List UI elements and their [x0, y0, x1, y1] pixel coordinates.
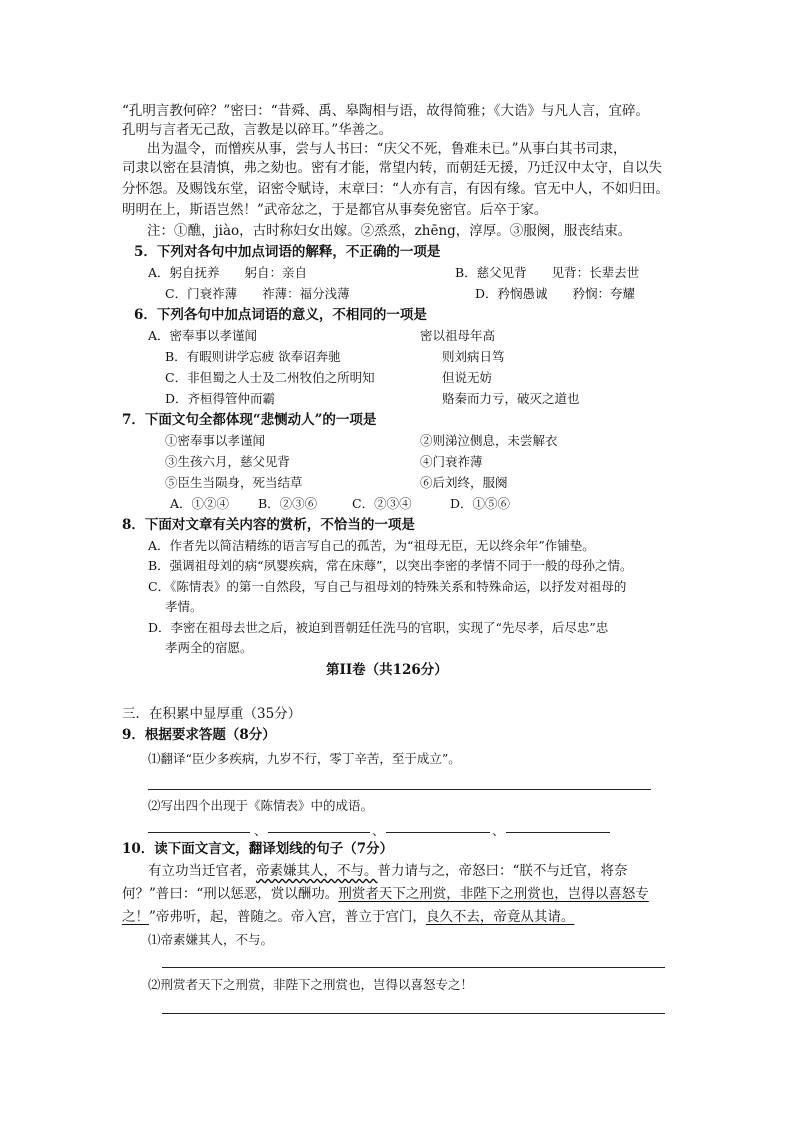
- q5-option-a: A．躬自抚养 躬自：亲自: [148, 265, 308, 280]
- q10-underlined-sentence-1: 帝素嫌其人，不与。: [256, 863, 378, 879]
- q5-option-c: C．门衰祚薄 祚薄：福分浅薄: [165, 286, 350, 301]
- q6-option-b-pair: 则刘病日笃: [442, 349, 505, 364]
- answer-blank-3[interactable]: [386, 832, 490, 833]
- passage-line: 司隶以密在县清慎，弗之劾也。密有才能，常望内转，而朝廷无援，乃迁汉中太守，自以失: [122, 160, 662, 176]
- q6-option-a: A．密奉事以孝谨闻: [148, 328, 258, 343]
- q8-option-b: B．强调祖母刘的病“夙婴疾病，常在床蓐”，以突出李密的孝情不同于一般的母孙之情。: [148, 558, 633, 573]
- answer-line[interactable]: [162, 1013, 665, 1014]
- q8-option-d: D．李密在祖母去世之后，被迫到晋朝廷任洗马的官职，实现了“先尽孝，后尽忠”忠: [148, 620, 609, 635]
- q7-item-5: ⑤臣生当陨身，死当结草: [165, 475, 303, 490]
- answer-line[interactable]: [162, 967, 665, 968]
- passage-line: 明明在上，斯语岂然！”武帝忿之，于是都官从事奏免密官。后卒于家。: [122, 202, 548, 218]
- q6-option-c-pair: 但说无妨: [442, 370, 493, 385]
- q8-option-d-cont: 孝两全的宿愿。: [165, 640, 253, 655]
- passage-note: 注：①醮，jiào，古时称妇女出嫁。②烝烝，zhēng，淳厚。③服阕，服丧结束。: [147, 223, 632, 239]
- q10-passage-line: [148, 862, 627, 880]
- passage-line: 分怀怨。及赐饯东堂，诏密令赋诗，末章曰：“人亦有言，有因有缘。官无中人，不如归田。: [122, 181, 669, 197]
- q10-text: ”帝弗听，起，普随之。帝入宫，普立于宫门，: [149, 909, 426, 925]
- q8-option-c-cont: 孝情。: [165, 599, 203, 614]
- blank-separator: 、: [372, 823, 385, 838]
- q10-underlined-sentence-2-end: 之！: [122, 909, 149, 925]
- passage-line: 孔明与言者无己敌，言教是以碎耳。”华善之。: [122, 122, 393, 138]
- q6-option-c: C．非但蜀之人士及二州牧伯之所明知: [165, 370, 375, 385]
- question-9-stem: 9．根据要求答题（8分）: [122, 727, 276, 743]
- q6-option-b: B．有暇则讲学忘疲 欲奉诏奔驰: [165, 349, 341, 364]
- q10-subquestion-2: ⑵刑赏者天下之刑赏，非陛下之刑赏也，岂得以喜怒专之！: [148, 977, 474, 992]
- question-5-stem: 5．下列对各句中加点词语的解释，不正确的一项是: [134, 244, 441, 260]
- q5-option-d: D．矜悯愚诚 矜悯：夸耀: [475, 286, 636, 301]
- q10-passage-line: [122, 885, 649, 903]
- question-10-stem: 10．读下面文言文，翻译划线的句子（7分）: [122, 841, 394, 857]
- blank-separator: 、: [254, 823, 267, 838]
- section-title: 三．在积累中显厚重（35分）: [122, 706, 302, 722]
- q10-subquestion-1: ⑴帝素嫌其人，不与。: [148, 932, 274, 947]
- q8-option-c: C．《陈情表》的第一自然段，写自己与祖母刘的特殊关系和特殊命运，以抒发对祖母的: [148, 579, 627, 594]
- q6-option-d-pair: 赂秦而力亏，破灭之道也: [442, 391, 580, 406]
- volume-title: 第II卷（共126分）: [326, 662, 448, 678]
- q7-item-6: ⑥后刘终，服阕: [420, 475, 508, 490]
- q6-option-a-pair: 密以祖母年高: [420, 328, 496, 343]
- q5-option-b: B．慈父见背 见背：长辈去世: [455, 265, 640, 280]
- q7-item-4: ④门衰祚薄: [420, 454, 483, 469]
- blank-separator: 、: [492, 823, 505, 838]
- q7-option-a: A．①②④: [170, 496, 230, 511]
- q7-item-1: ①密奉事以孝谨闻: [165, 433, 266, 448]
- q7-item-2: ②则涕泣侧息，未尝解衣: [420, 433, 558, 448]
- q7-option-d: D．①⑤⑥: [450, 496, 511, 511]
- answer-blank-4[interactable]: [506, 832, 610, 833]
- q10-underlined-sentence-2: 刑赏者天下之刑赏，非陛下之刑赏也，岂得以喜怒专: [338, 886, 649, 902]
- q10-text: 普力请与之，帝怒曰：“朕不与迁官，将奈: [377, 863, 628, 879]
- passage-line: “孔明言教何碎？”密曰：“昔舜、禹、皋陶相与语，故得简雅；《大诰》与凡人言，宜碎。: [122, 103, 649, 119]
- q7-option-b: B．②③⑥: [258, 496, 318, 511]
- question-8-stem: 8．下面对文章有关内容的赏析，不恰当的一项是: [122, 517, 415, 533]
- q10-text: 有立功当迁官者，: [148, 863, 256, 879]
- answer-line[interactable]: [148, 789, 651, 790]
- passage-line: 出为温令，而憎疾从事，尝与人书曰：“庆父不死，鲁难未已。”从事白其书司隶，: [147, 141, 627, 157]
- q6-option-d: D．齐桓得管仲而霸: [165, 391, 276, 406]
- question-6-stem: 6．下列各句中加点词语的意义，不相同的一项是: [134, 307, 427, 323]
- answer-blank-1[interactable]: [148, 832, 250, 833]
- q10-underlined-sentence-3: 良久不去，帝竟从其请。: [425, 909, 575, 925]
- q7-option-c: C．②③④: [352, 496, 412, 511]
- q9-subquestion-2: ⑵写出四个出现于《陈情表》中的成语。: [148, 798, 374, 813]
- q10-text: 何？”普曰：“刑以惩恶，赏以酬功。: [122, 886, 339, 902]
- q10-passage-line: [122, 908, 574, 926]
- q8-option-a: A．作者先以简洁精练的语言写自己的孤苦，为“祖母无臣，无以终余年”作铺垫。: [148, 538, 595, 553]
- q7-item-3: ③生孩六月，慈父见背: [165, 454, 291, 469]
- answer-blank-2[interactable]: [268, 832, 370, 833]
- q9-subquestion-1: ⑴翻译“臣少多疾病，九岁不行，零丁辛苦，至于成立”。: [148, 751, 461, 766]
- question-7-stem: 7．下面文句全都体现“悲恻动人”的一项是: [122, 412, 377, 428]
